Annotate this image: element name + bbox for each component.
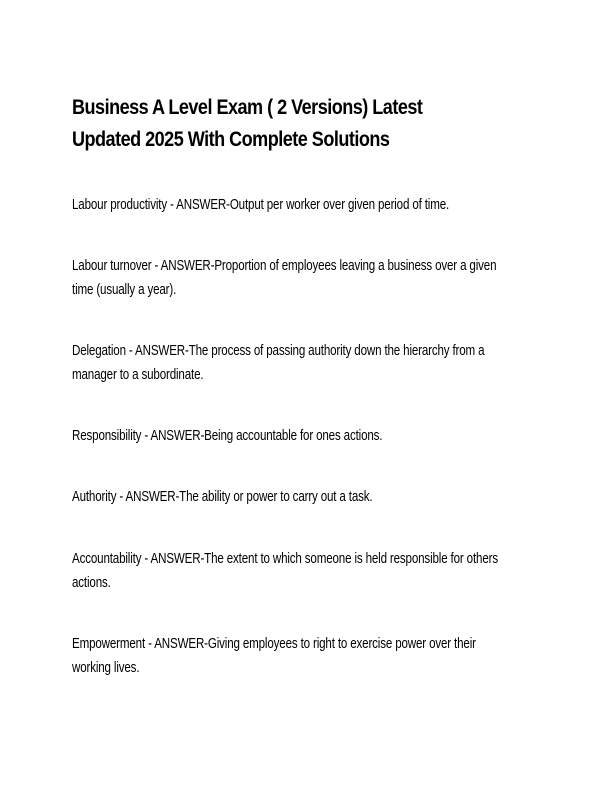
entry-responsibility: Responsibility - ANSWER-Being accountable for ones actions. xyxy=(72,428,383,444)
document-title: Business A Level Exam ( 2 Versions) Latest Updated 2025 With Complete Solutions xyxy=(72,96,423,151)
entry-delegation: Delegation - ANSWER-The process of passing authority down the hierarchy from a manager to a subordinate. xyxy=(72,343,485,383)
entry-labour-productivity: Labour productivity - ANSWER-Output per worker over given period of time. xyxy=(72,197,450,213)
entry-empowerment: Empowerment - ANSWER-Giving employees to right to exercise power over their working lives. xyxy=(72,636,476,676)
entry-authority: Authority - ANSWER-The ability or power to carry out a task. xyxy=(72,489,373,505)
entry-labour-turnover: Labour turnover - ANSWER-Proportion of employees leaving a business over a given time (usually a year). xyxy=(72,258,497,298)
entry-accountability: Accountability - ANSWER-The extent to which someone is held responsible for others actions. xyxy=(72,551,498,591)
